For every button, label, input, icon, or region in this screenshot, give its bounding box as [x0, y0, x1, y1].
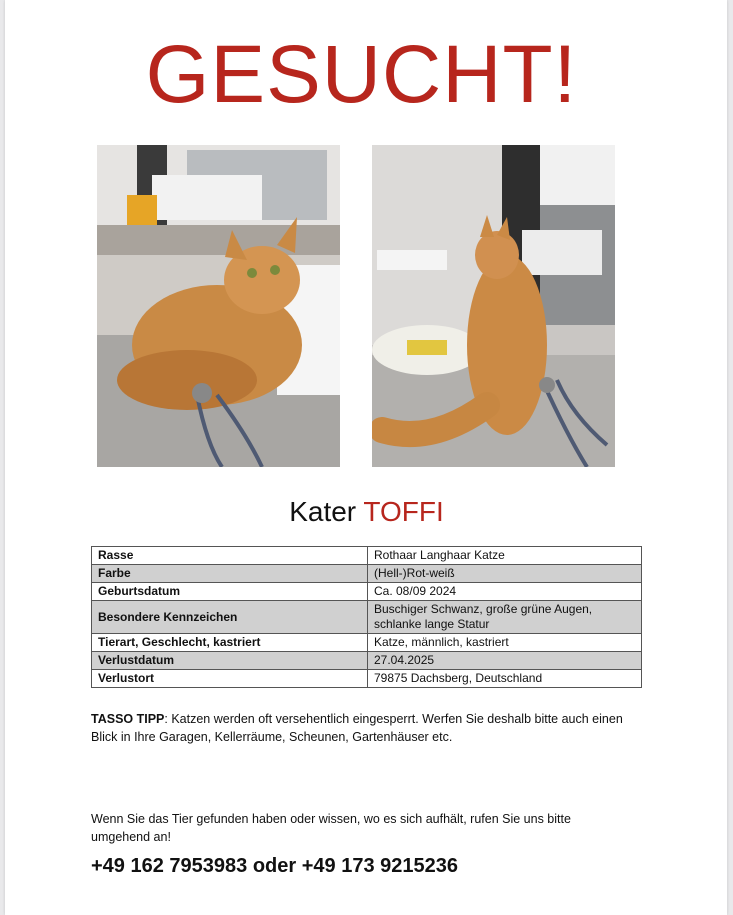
name-accent: TOFFI [363, 496, 444, 527]
table-row [92, 565, 642, 583]
cat-name [0, 496, 733, 528]
table-row [92, 634, 642, 652]
detail-value: Rothaar Langhaar Katze [368, 547, 642, 565]
name-prefix: Kater [289, 496, 357, 527]
detail-key: Farbe [92, 565, 368, 583]
detail-value: 27.04.2025 [368, 652, 642, 670]
detail-value: Ca. 08/09 2024 [368, 583, 642, 601]
cat-photo-facing-camera [97, 145, 340, 467]
headline: GESUCHT! [145, 29, 578, 120]
detail-value: Buschiger Schwanz, große grüne Augen, schlanke lange Statur [368, 601, 642, 634]
detail-key: Verlustort [92, 670, 368, 688]
tip-text: : Katzen werden oft versehentlich eingesperrt. Werfen Sie deshalb bitte auch einen Blick in Ihre Garagen, Kellerräume, Scheunen, Gartenhäuser etc. [91, 712, 623, 744]
tasso-tip [91, 710, 651, 746]
table-row [92, 601, 642, 634]
table-row [92, 652, 642, 670]
detail-value: 79875 Dachsberg, Deutschland [368, 670, 642, 688]
detail-key: Rasse [92, 547, 368, 565]
cat-photo-2 [372, 145, 615, 467]
table-row [92, 547, 642, 565]
detail-key: Geburtsdatum [92, 583, 368, 601]
detail-key: Verlustdatum [92, 652, 368, 670]
table-row [92, 670, 642, 688]
call-to-action: Wenn Sie das Tier gefunden haben oder wissen, wo es sich aufhält, rufen Sie uns bitte umgehend an! [91, 812, 571, 844]
tip-label: TASSO TIPP [91, 712, 165, 726]
phone-numbers: +49 162 7953983 oder +49 173 9215236 [91, 855, 458, 877]
details-table [91, 546, 642, 688]
table-row [92, 583, 642, 601]
cat-photo-from-behind [372, 145, 615, 467]
detail-value: (Hell-)Rot-weiß [368, 565, 642, 583]
detail-key: Besondere Kennzeichen [92, 601, 368, 634]
detail-key: Tierart, Geschlecht, kastriert [92, 634, 368, 652]
cat-photo-1 [97, 145, 340, 467]
detail-value: Katze, männlich, kastriert [368, 634, 642, 652]
